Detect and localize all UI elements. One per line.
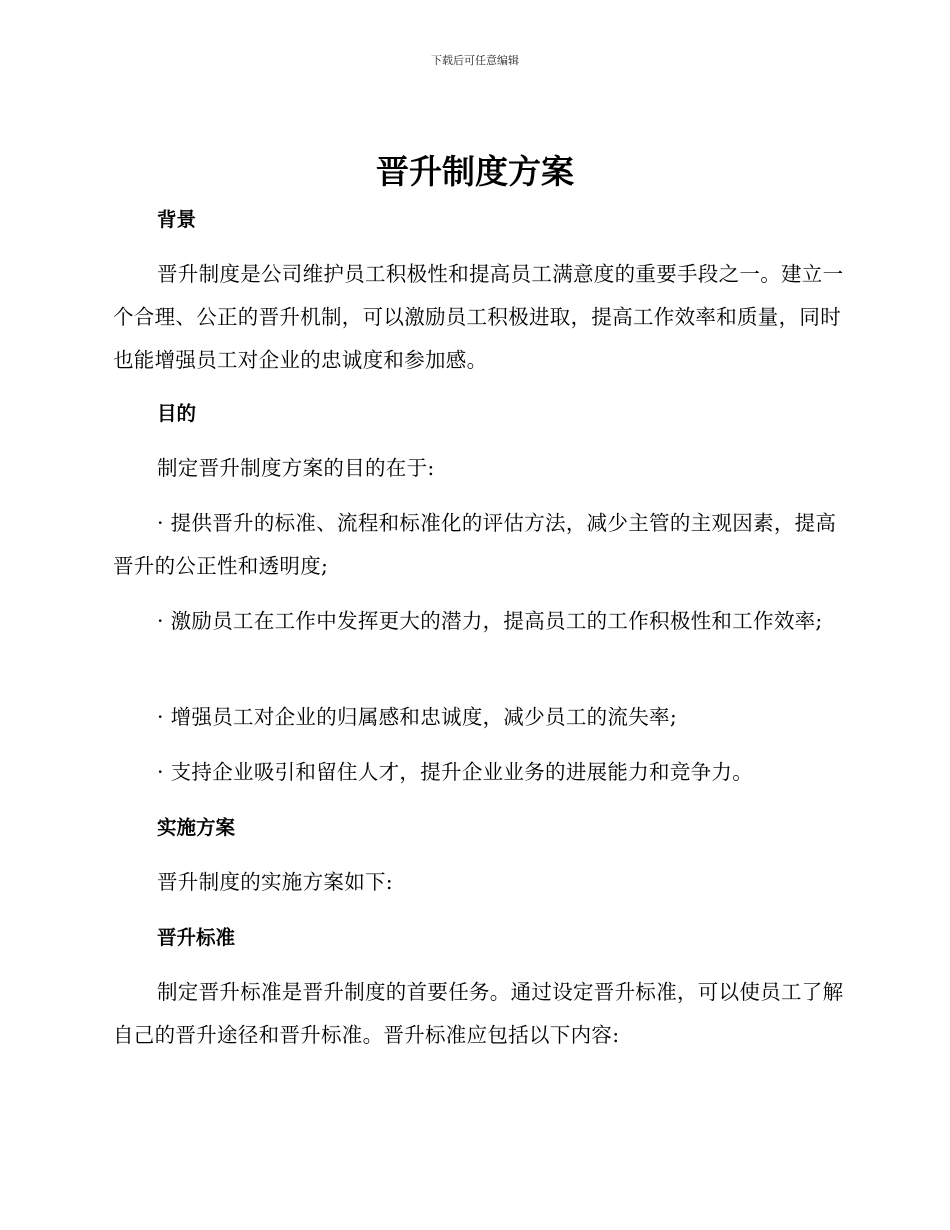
page-header-note: 下载后可任意编辑 xyxy=(431,54,519,67)
document-title: 晋升制度方案 xyxy=(376,152,574,191)
paragraph-implementation-intro: 晋升制度的实施方案如下: xyxy=(157,870,394,894)
heading-implementation: 实施方案 xyxy=(157,816,236,839)
list-item-bullet-3: · 增强员工对企业的归属感和忠诚度，减少员工的流失率; xyxy=(157,705,678,729)
list-item-bullet-1: · 提供晋升的标准、流程和标准化的评估方法，减少主管的主观因素，提高晋升的公正性和透明度; xyxy=(113,511,837,578)
heading-background: 背景 xyxy=(157,208,197,231)
paragraph-purpose-intro: 制定晋升制度方案的目的在于: xyxy=(157,456,435,480)
paragraph-criteria: 制定晋升标准是晋升制度的首要任务。通过设定晋升标准，可以使员工了解自己的晋升途径和晋升标准。晋升标准应包括以下内容: xyxy=(113,980,844,1047)
paragraph-background: 晋升制度是公司维护员工积极性和提高员工满意度的重要手段之一。建立一个合理、公正的晋升机制，可以激励员工积极进取，提高工作效率和质量，同时也能增强员工对企业的忠诚度和参加感。 xyxy=(113,262,844,372)
heading-criteria: 晋升标准 xyxy=(157,926,236,949)
list-item-bullet-2: · 激励员工在工作中发挥更大的潜力，提高员工的工作积极性和工作效率; xyxy=(157,609,823,633)
list-item-bullet-4: · 支持企业吸引和留住人才，提升企业业务的进展能力和竞争力。 xyxy=(157,760,754,784)
heading-purpose: 目的 xyxy=(157,402,197,425)
